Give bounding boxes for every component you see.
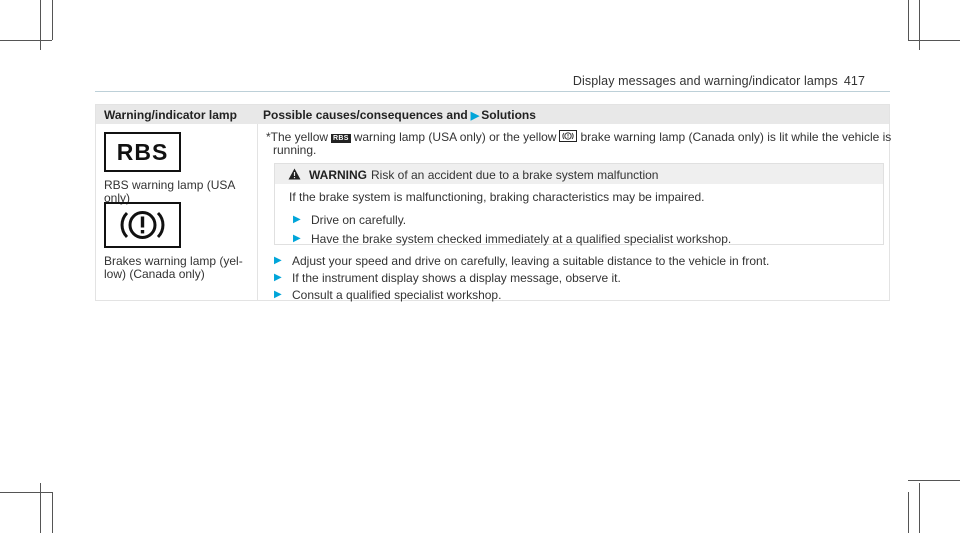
caption-line: Brakes warning lamp (yel- xyxy=(104,254,243,268)
table-header xyxy=(96,105,889,124)
col1-header: Warning/indicator lamp xyxy=(104,108,237,122)
rbs-lamp-icon xyxy=(104,132,181,172)
bullet-arrow-icon: ▶ xyxy=(274,255,282,266)
crop-mark xyxy=(919,483,920,533)
crop-mark xyxy=(908,492,909,533)
crop-mark xyxy=(908,480,960,481)
rbs-lamp-caption xyxy=(104,179,235,204)
crop-mark xyxy=(0,40,52,41)
crop-mark xyxy=(52,0,53,40)
col2-header-text: Possible causes/consequences and xyxy=(263,108,468,122)
intro-text-part: warning lamp (USA only) or the yellow xyxy=(353,130,557,144)
crop-mark xyxy=(908,0,909,40)
rbs-inline-icon: RBS xyxy=(333,135,349,142)
solution-step-text: If the instrument display shows a display message, observe it. xyxy=(292,271,621,285)
crop-mark xyxy=(40,483,41,533)
brake-lamp-caption xyxy=(104,255,243,280)
warning-title-text: Risk of an accident due to a brake system malfunction xyxy=(371,168,659,182)
bullet-arrow-icon: ▶ xyxy=(293,233,301,244)
crop-mark xyxy=(919,0,920,50)
caption-line: RBS warning lamp (USA xyxy=(104,178,236,192)
arrow-right-icon: ▶ xyxy=(470,110,480,122)
warning-step-text: Drive on carefully. xyxy=(311,213,407,227)
warning-label: WARNING xyxy=(309,168,367,182)
page-number: 417 xyxy=(843,74,865,88)
warning-triangle-icon xyxy=(288,168,301,180)
solution-step-text: Consult a qualified specialist workshop. xyxy=(292,288,502,302)
warning-text: If the brake system is malfunctioning, braking characteristics may be impaired. xyxy=(289,190,705,204)
col2-header xyxy=(263,108,536,122)
intro-text-part: brake warning lamp (Canada only) is lit while the vehicle is xyxy=(580,130,892,144)
intro-line-2: running. xyxy=(273,143,317,157)
caption-line: low) (Canada only) xyxy=(104,266,205,281)
bullet-arrow-icon: ▶ xyxy=(274,272,282,283)
header-rule xyxy=(95,91,890,92)
running-header xyxy=(573,74,865,88)
crop-mark xyxy=(908,40,960,41)
header-title: Display messages and warning/indicator lamps xyxy=(572,74,838,88)
intro-text-part: *The yellow xyxy=(266,130,329,144)
crop-mark xyxy=(52,492,53,533)
warning-box xyxy=(274,163,884,245)
brake-warning-icon xyxy=(104,202,181,248)
intro-line-1 xyxy=(266,130,891,144)
solution-step-text: Adjust your speed and drive on carefully, leaving a suitable distance to the vehicle in front. xyxy=(292,254,770,268)
intro-text xyxy=(266,130,891,157)
crop-mark xyxy=(0,492,52,493)
brake-inline-icon xyxy=(559,130,577,142)
warning-title xyxy=(309,168,658,182)
bullet-arrow-icon: ▶ xyxy=(274,289,282,300)
caption-line: only) xyxy=(104,190,131,205)
lamp-table xyxy=(95,104,890,301)
column-divider xyxy=(257,124,258,300)
col2-header-solutions: Solutions xyxy=(481,108,536,122)
bullet-arrow-icon: ▶ xyxy=(293,214,301,225)
rbs-lamp-icon-text: RBS xyxy=(116,138,169,165)
warning-step-text: Have the brake system checked immediately at a qualified specialist workshop. xyxy=(311,232,732,246)
warning-header xyxy=(275,164,883,184)
crop-mark xyxy=(40,0,41,50)
